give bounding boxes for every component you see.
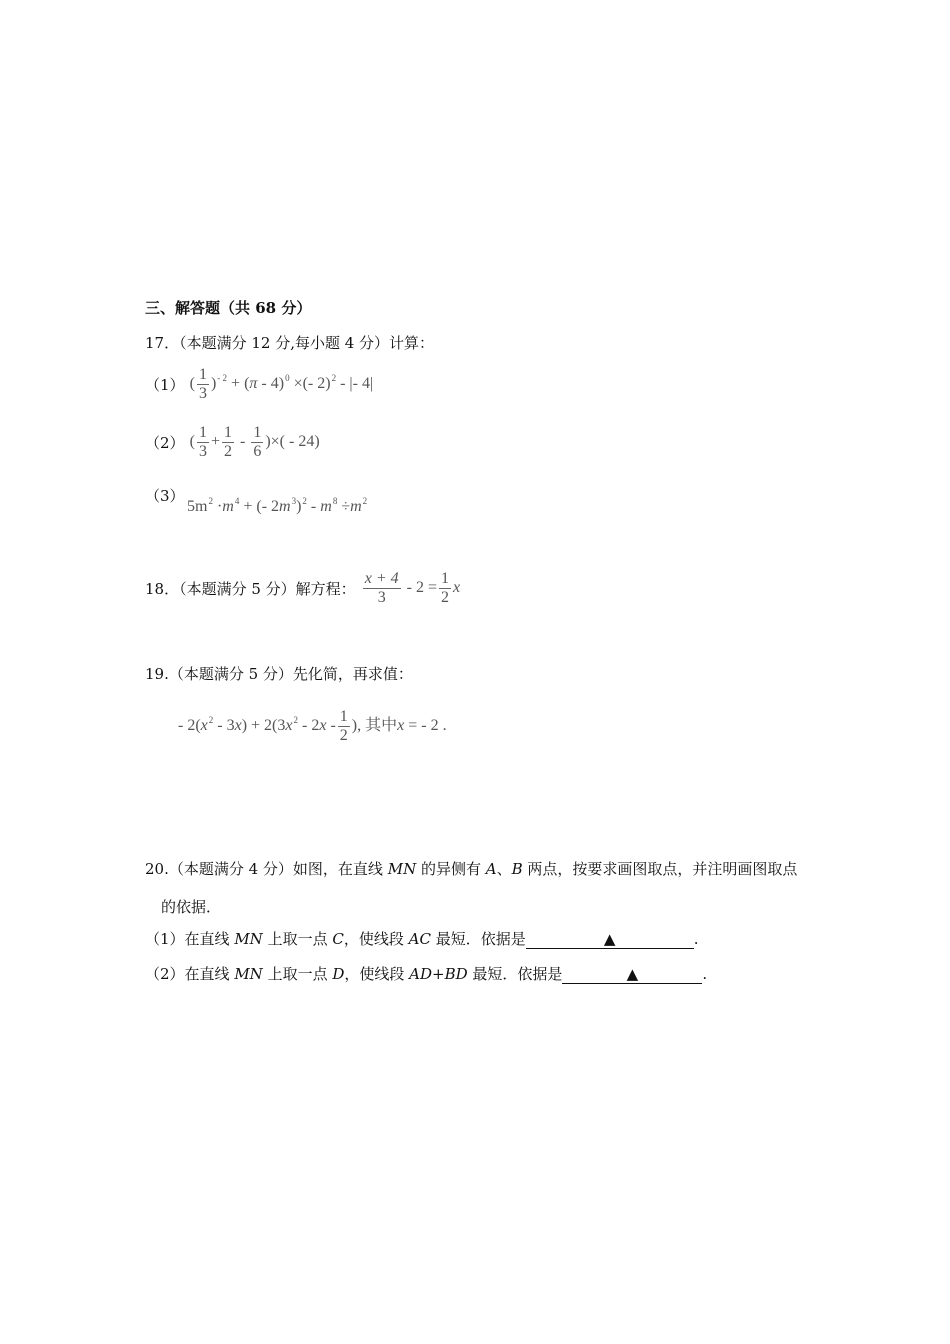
exp: 2 (362, 496, 368, 506)
exp: 3 (291, 496, 297, 506)
exp: 2 (208, 715, 214, 725)
triangle-marker-icon: ▲ (626, 965, 639, 983)
frac-num: 1 (253, 424, 262, 441)
q17-part1-label: （1） (145, 375, 185, 394)
frac-den: 3 (363, 588, 401, 607)
term: - 2 = (406, 579, 438, 597)
text: 20.（本题满分 4 分）如图，在直线 (145, 860, 388, 878)
point-label: A (485, 860, 497, 878)
q17-part1 (145, 366, 373, 414)
frac-num: 1 (224, 424, 232, 441)
q17-part3-label: （3） (145, 487, 185, 505)
term: - 3 (213, 717, 235, 734)
term: 5m (187, 498, 208, 515)
var: m (320, 498, 332, 515)
q19-expr (178, 696, 447, 744)
text: 的异侧有 (416, 860, 486, 878)
var: x (397, 717, 405, 734)
text: 两点，按要求画图取点，并注明画图取点 (522, 860, 798, 878)
line-label: MN (387, 860, 417, 878)
exp: 2 (208, 496, 213, 506)
var: m (222, 498, 234, 515)
paren: ( (189, 433, 195, 451)
frac-den: 2 (224, 443, 232, 460)
q17-part3-expr (187, 496, 367, 516)
exp: 4 (234, 496, 240, 506)
exp: 0 (285, 373, 290, 384)
q17-part2-expr (190, 424, 320, 461)
text: （2）在直线 (145, 965, 235, 983)
frac-num: 1 (441, 570, 450, 587)
point-label: B (511, 860, 523, 878)
answer-blank-2[interactable] (562, 965, 702, 984)
var: x (200, 717, 208, 734)
q18-header: 18．（本题满分 5 分）解方程： (145, 579, 356, 598)
section-title: 三、解答题（共 68 分） (145, 299, 312, 317)
q20-header-line2: 的依据． (161, 898, 222, 916)
q18-equation (361, 570, 460, 607)
segment-label: AC (408, 930, 431, 948)
point-label: D (332, 965, 345, 983)
term: + (- 2 (239, 498, 280, 515)
var: m (350, 498, 362, 515)
q19-header: 19.（本题满分 5 分）先化简，再求值： (145, 665, 413, 683)
frac-den: 2 (339, 726, 348, 744)
term: )×( - 24) (265, 433, 320, 451)
q17-part2-label: （2） (145, 433, 185, 452)
term: ÷ (337, 498, 351, 515)
operator: - (240, 433, 246, 451)
text: . (702, 965, 708, 983)
q18 (145, 570, 460, 618)
exp: 2 (302, 496, 307, 506)
text: . (693, 930, 699, 948)
var: x (285, 717, 293, 734)
q17-part1-expr: ( $\frac{1}{3}$ )$^{- 2}$ + (π - 4)$^0$ ×(- 2)$^2$ - |- 4| (189, 366, 374, 402)
term: - 4) (261, 375, 285, 393)
q20-sub1 (145, 929, 698, 949)
operator: + (210, 433, 220, 451)
text: 最短．依据是 (430, 930, 526, 948)
q17-header: 17．（本题满分 12 分,每小题 4 分）计算： (145, 334, 435, 352)
q20-header (145, 859, 797, 879)
answer-blank-1[interactable] (526, 930, 694, 949)
term: ), 其中 (351, 717, 398, 734)
var: x (453, 579, 461, 597)
frac-den: 3 (198, 385, 207, 402)
term: ) + 2(3 (241, 717, 286, 734)
term: - 2( (178, 717, 201, 734)
var: m (279, 498, 291, 515)
text: 、 (496, 860, 512, 878)
exp: 2 (293, 715, 298, 725)
point-label: C (332, 930, 344, 948)
q17-part2 (145, 424, 320, 472)
text: （1）在直线 (145, 930, 235, 948)
exp: - 2 (217, 373, 228, 384)
text: ，使线段 (343, 930, 409, 948)
term: · (212, 498, 223, 515)
text: 最短．依据是 (467, 965, 563, 983)
exp: 8 (332, 496, 338, 506)
text: ，使线段 (344, 965, 410, 983)
q20-sub2 (145, 964, 707, 984)
term: + ( (231, 375, 250, 393)
var: x (234, 717, 242, 734)
text: 上取一点 (262, 930, 333, 948)
exp: 2 (331, 373, 337, 384)
frac-den: 2 (441, 589, 450, 606)
term: - (326, 717, 336, 734)
term: = - 2 . (404, 717, 447, 734)
frac-num: x + 4 (364, 570, 399, 587)
text: 上取一点 (262, 965, 333, 983)
frac-den: 3 (198, 443, 207, 460)
frac-num: 1 (198, 424, 207, 441)
line-label: MN (234, 965, 263, 983)
term: - 2 (298, 717, 320, 734)
frac-num: 1 (198, 366, 207, 383)
pi-symbol: π (249, 375, 258, 393)
frac-num: 1 (339, 707, 348, 725)
frac-den: 6 (253, 443, 262, 460)
triangle-marker-icon: ▲ (603, 930, 616, 948)
var: x (319, 717, 327, 734)
term: ×(- 2) (293, 375, 331, 393)
term: - (306, 498, 321, 515)
segment-label: AD+BD (409, 965, 468, 983)
term: ) (296, 498, 302, 515)
line-label: MN (234, 930, 263, 948)
term: - |- 4| (340, 375, 374, 393)
